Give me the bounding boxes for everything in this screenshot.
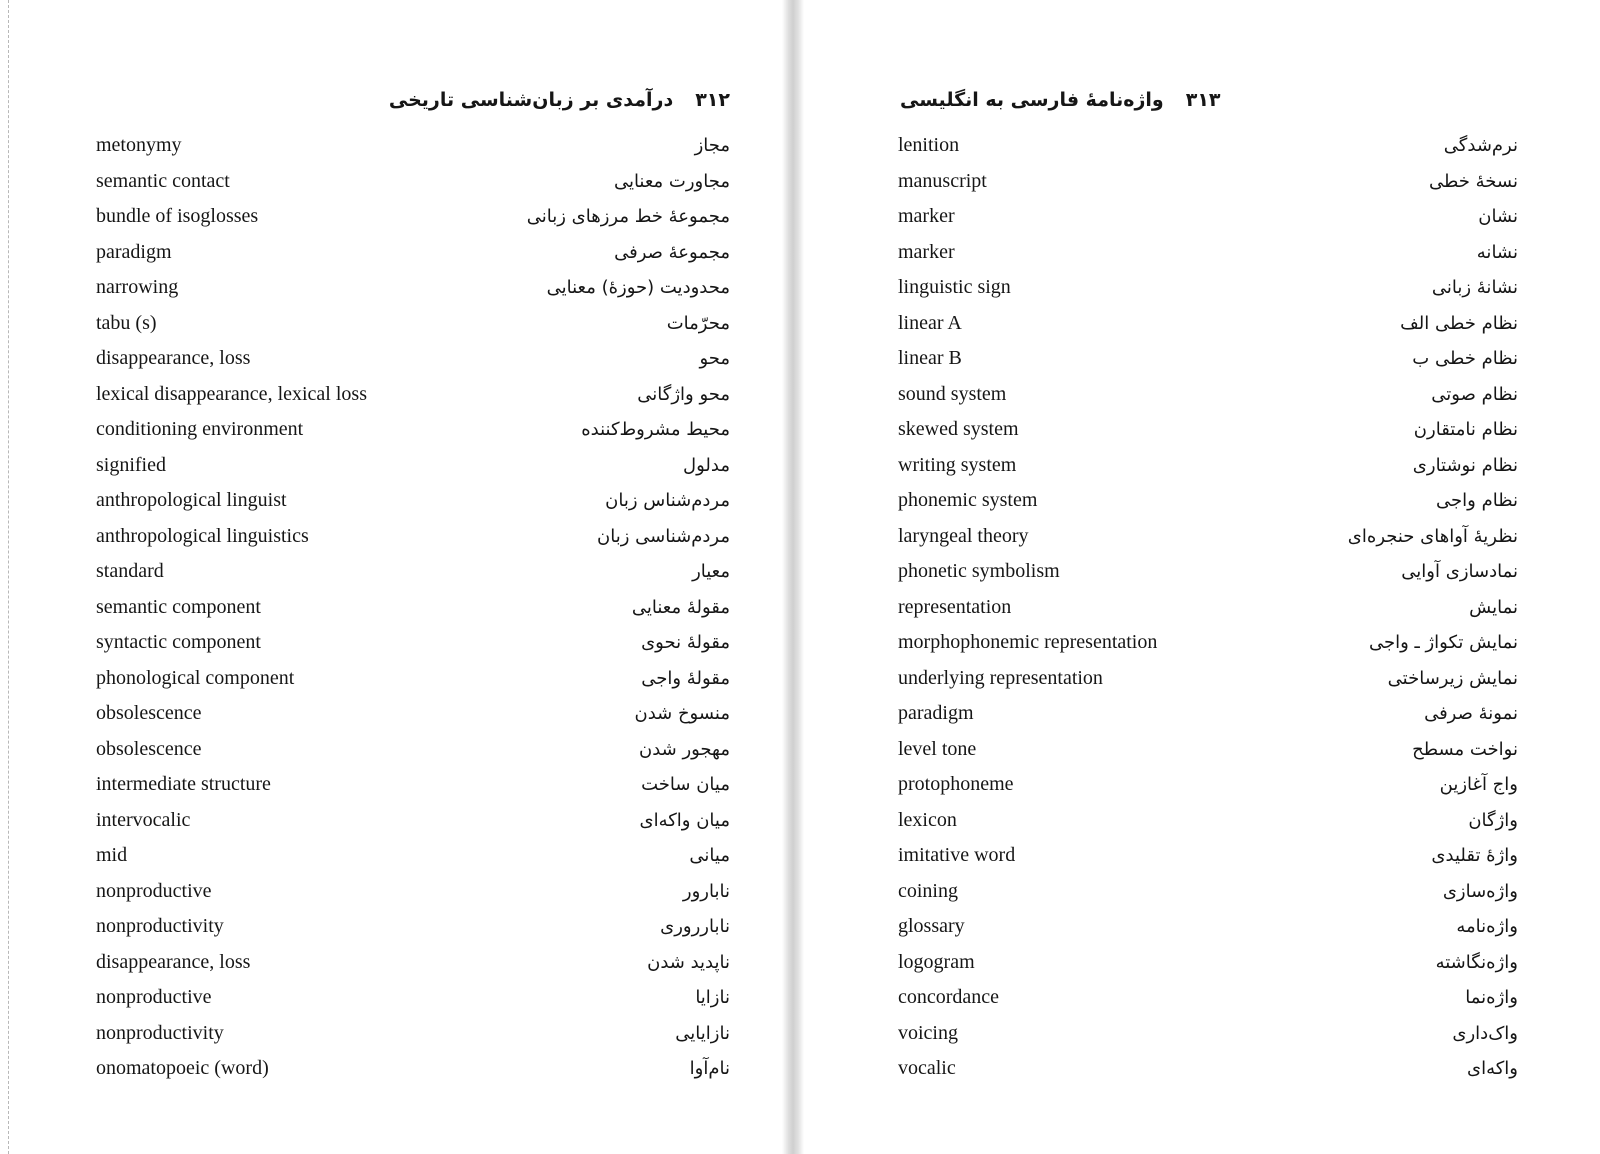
english-term: protophoneme	[898, 773, 1014, 796]
persian-term: میان ساخت	[641, 774, 730, 796]
english-term: semantic component	[96, 595, 261, 618]
glossary-entry	[898, 164, 1518, 200]
english-term: obsolescence	[96, 702, 202, 725]
glossary-entry	[898, 767, 1518, 803]
english-term: nonproductive	[96, 879, 212, 902]
persian-term: نظام نوشتاری	[1412, 454, 1518, 476]
glossary-title: واژه‌نامهٔ فارسی به انگلیسی	[900, 89, 1164, 111]
persian-term: نظام خطی الف	[1400, 312, 1518, 334]
right-page	[804, 0, 1600, 1154]
english-term: representation	[898, 595, 1012, 618]
english-term: level tone	[898, 737, 977, 760]
glossary-entry	[96, 377, 730, 413]
persian-term: نسخهٔ خطی	[1429, 170, 1518, 192]
glossary-entry	[96, 448, 730, 484]
persian-term: واژهٔ تقلیدی	[1431, 845, 1518, 867]
persian-term: مجموعهٔ خط مرزهای زبانی	[526, 206, 730, 228]
english-term: bundle of isoglosses	[96, 205, 259, 228]
persian-term: محرّمات	[666, 312, 730, 334]
glossary-entry	[898, 838, 1518, 874]
persian-term: میان واکه‌ای	[639, 809, 730, 831]
english-term: laryngeal theory	[898, 524, 1029, 547]
glossary-entry	[96, 412, 730, 448]
glossary-entry	[96, 696, 730, 732]
persian-term: واژگان	[1468, 809, 1518, 831]
persian-term: نابارور	[682, 880, 730, 902]
glossary-entry	[898, 909, 1518, 945]
english-term: paradigm	[96, 240, 172, 263]
glossary-entry	[898, 732, 1518, 768]
running-head	[900, 82, 1221, 118]
glossary-entry	[96, 838, 730, 874]
glossary-entry	[898, 980, 1518, 1016]
persian-term: مردم‌شناسی زبان	[597, 525, 730, 547]
english-term: phonological component	[96, 666, 295, 689]
english-term: nonproductivity	[96, 915, 224, 938]
persian-term: واژه‌نما	[1465, 987, 1518, 1009]
english-term: lexicon	[898, 808, 957, 831]
glossary-entry	[898, 661, 1518, 697]
glossary-entry	[96, 980, 730, 1016]
glossary-entry	[898, 945, 1518, 981]
glossary-entry	[898, 412, 1518, 448]
english-term: anthropological linguist	[96, 489, 287, 512]
book-title: درآمدی بر زبان‌شناسی تاریخی	[388, 89, 674, 111]
glossary-entry	[96, 803, 730, 839]
persian-term: واک‌داری	[1452, 1022, 1518, 1044]
english-term: underlying representation	[898, 666, 1103, 689]
glossary-entry	[96, 199, 730, 235]
persian-term: مقولهٔ واجی	[641, 667, 730, 689]
glossary-entry	[898, 874, 1518, 910]
glossary-entry	[898, 1051, 1518, 1087]
english-term: disappearance, loss	[96, 950, 251, 973]
english-term: morphophonemic representation	[898, 631, 1158, 654]
glossary-entry	[96, 270, 730, 306]
persian-term: مقولهٔ معنایی	[631, 596, 730, 618]
persian-term: نظام نامتقارن	[1413, 419, 1518, 441]
english-term: phonemic system	[898, 489, 1038, 512]
glossary-entry	[96, 341, 730, 377]
persian-term: نمایش	[1469, 596, 1518, 618]
english-term: standard	[96, 560, 164, 583]
english-term: mid	[96, 844, 128, 867]
english-term: manuscript	[898, 169, 987, 192]
english-term: glossary	[898, 915, 965, 938]
persian-term: نظام واجی	[1436, 490, 1518, 512]
glossary-entry	[898, 590, 1518, 626]
english-term: vocalic	[898, 1057, 956, 1080]
persian-term: نمادسازی آوایی	[1401, 561, 1518, 583]
english-term: lexical disappearance, lexical loss	[96, 382, 367, 405]
glossary-entry	[96, 306, 730, 342]
persian-term: نواخت مسطح	[1412, 738, 1518, 760]
persian-term: مجاز	[694, 135, 730, 157]
persian-term: محو	[699, 348, 730, 370]
english-term: signified	[96, 453, 166, 476]
persian-term: محیط مشروط‌کننده	[581, 419, 730, 441]
english-term: linguistic sign	[898, 276, 1011, 299]
persian-term: واژه‌سازی	[1442, 880, 1518, 902]
english-term: nonproductive	[96, 986, 212, 1009]
persian-term: مجموعهٔ صرفی	[614, 241, 730, 263]
glossary-entry	[898, 270, 1518, 306]
glossary-list	[898, 128, 1518, 1087]
english-term: concordance	[898, 986, 1000, 1009]
glossary-entry	[96, 874, 730, 910]
glossary-entry	[898, 696, 1518, 732]
persian-term: نشانه	[1476, 241, 1518, 263]
persian-term: نمایش زیرساختی	[1387, 667, 1518, 689]
glossary-entry	[898, 235, 1518, 271]
persian-term: محدودیت (حوزهٔ) معنایی	[546, 277, 730, 299]
glossary-entry	[96, 164, 730, 200]
persian-term: نظریهٔ آواهای حنجره‌ای	[1347, 525, 1518, 547]
glossary-entry	[96, 128, 730, 164]
persian-term: معیار	[692, 561, 730, 583]
glossary-entry	[898, 448, 1518, 484]
english-term: skewed system	[898, 418, 1019, 441]
persian-term: مهجور شدن	[638, 738, 730, 760]
page-number: ۳۱۳	[1185, 89, 1221, 111]
book-gutter	[782, 0, 804, 1154]
persian-term: مدلول	[683, 454, 730, 476]
english-term: lenition	[898, 134, 960, 157]
persian-term: منسوخ شدن	[634, 703, 730, 725]
glossary-entry	[898, 554, 1518, 590]
glossary-entry	[898, 377, 1518, 413]
glossary-entry	[96, 661, 730, 697]
english-term: intermediate structure	[96, 773, 271, 796]
persian-term: نرم‌شدگی	[1443, 135, 1518, 157]
persian-term: مجاورت معنایی	[613, 170, 730, 192]
english-term: intervocalic	[96, 808, 191, 831]
glossary-entry	[96, 519, 730, 555]
glossary-entry	[96, 554, 730, 590]
english-term: disappearance, loss	[96, 347, 251, 370]
persian-term: محو واژگانی	[637, 383, 730, 405]
english-term: marker	[898, 240, 955, 263]
persian-term: ناپدید شدن	[647, 951, 730, 973]
glossary-entry	[898, 306, 1518, 342]
persian-term: نابارروری	[660, 916, 730, 938]
persian-term: واژه‌نامه	[1456, 916, 1518, 938]
english-term: tabu (s)	[96, 311, 157, 334]
english-term: linear B	[898, 347, 962, 370]
english-term: metonymy	[96, 134, 182, 157]
glossary-entry	[898, 483, 1518, 519]
persian-term: مقولهٔ نحوی	[641, 632, 730, 654]
glossary-entry	[898, 625, 1518, 661]
left-page	[0, 0, 782, 1154]
persian-term: نظام صوتی	[1431, 383, 1518, 405]
english-term: marker	[898, 205, 955, 228]
glossary-list	[96, 128, 730, 1087]
english-term: conditioning environment	[96, 418, 304, 441]
persian-term: واژه‌نگاشته	[1435, 951, 1518, 973]
english-term: sound system	[898, 382, 1007, 405]
english-term: coining	[898, 879, 958, 902]
english-term: narrowing	[96, 276, 179, 299]
glossary-entry	[898, 803, 1518, 839]
glossary-entry	[898, 519, 1518, 555]
glossary-entry	[96, 945, 730, 981]
english-term: paradigm	[898, 702, 974, 725]
glossary-entry	[96, 909, 730, 945]
glossary-entry	[898, 1016, 1518, 1052]
glossary-entry	[898, 128, 1518, 164]
english-term: obsolescence	[96, 737, 202, 760]
english-term: syntactic component	[96, 631, 261, 654]
english-term: onomatopoeic (word)	[96, 1057, 269, 1080]
glossary-entry	[898, 199, 1518, 235]
page-number: ۳۱۲	[695, 89, 730, 111]
english-term: nonproductivity	[96, 1021, 224, 1044]
glossary-entry	[96, 625, 730, 661]
running-head	[389, 82, 730, 118]
english-term: voicing	[898, 1021, 958, 1044]
persian-term: واکه‌ای	[1466, 1058, 1518, 1080]
persian-term: نمونهٔ صرفی	[1424, 703, 1518, 725]
persian-term: نام‌آوا	[689, 1058, 730, 1080]
glossary-entry	[96, 767, 730, 803]
english-term: imitative word	[898, 844, 1016, 867]
persian-term: نمایش تکواژ ـ واجی	[1368, 632, 1518, 654]
english-term: semantic contact	[96, 169, 230, 192]
persian-term: نازایایی	[675, 1022, 730, 1044]
persian-term: نشان	[1478, 206, 1518, 228]
english-term: anthropological linguistics	[96, 524, 309, 547]
glossary-entry	[96, 483, 730, 519]
persian-term: نشانهٔ زبانی	[1431, 277, 1518, 299]
persian-term: میانی	[689, 845, 730, 867]
english-term: phonetic symbolism	[898, 560, 1060, 583]
persian-term: مردم‌شناس زبان	[605, 490, 730, 512]
persian-term: نظام خطی ب	[1412, 348, 1518, 370]
glossary-entry	[96, 1016, 730, 1052]
glossary-entry	[898, 341, 1518, 377]
english-term: linear A	[898, 311, 962, 334]
persian-term: واج آغازین	[1439, 774, 1518, 796]
english-term: writing system	[898, 453, 1017, 476]
glossary-entry	[96, 1051, 730, 1087]
glossary-entry	[96, 590, 730, 626]
glossary-entry	[96, 235, 730, 271]
persian-term: نازایا	[695, 987, 730, 1009]
english-term: logogram	[898, 950, 975, 973]
glossary-entry	[96, 732, 730, 768]
